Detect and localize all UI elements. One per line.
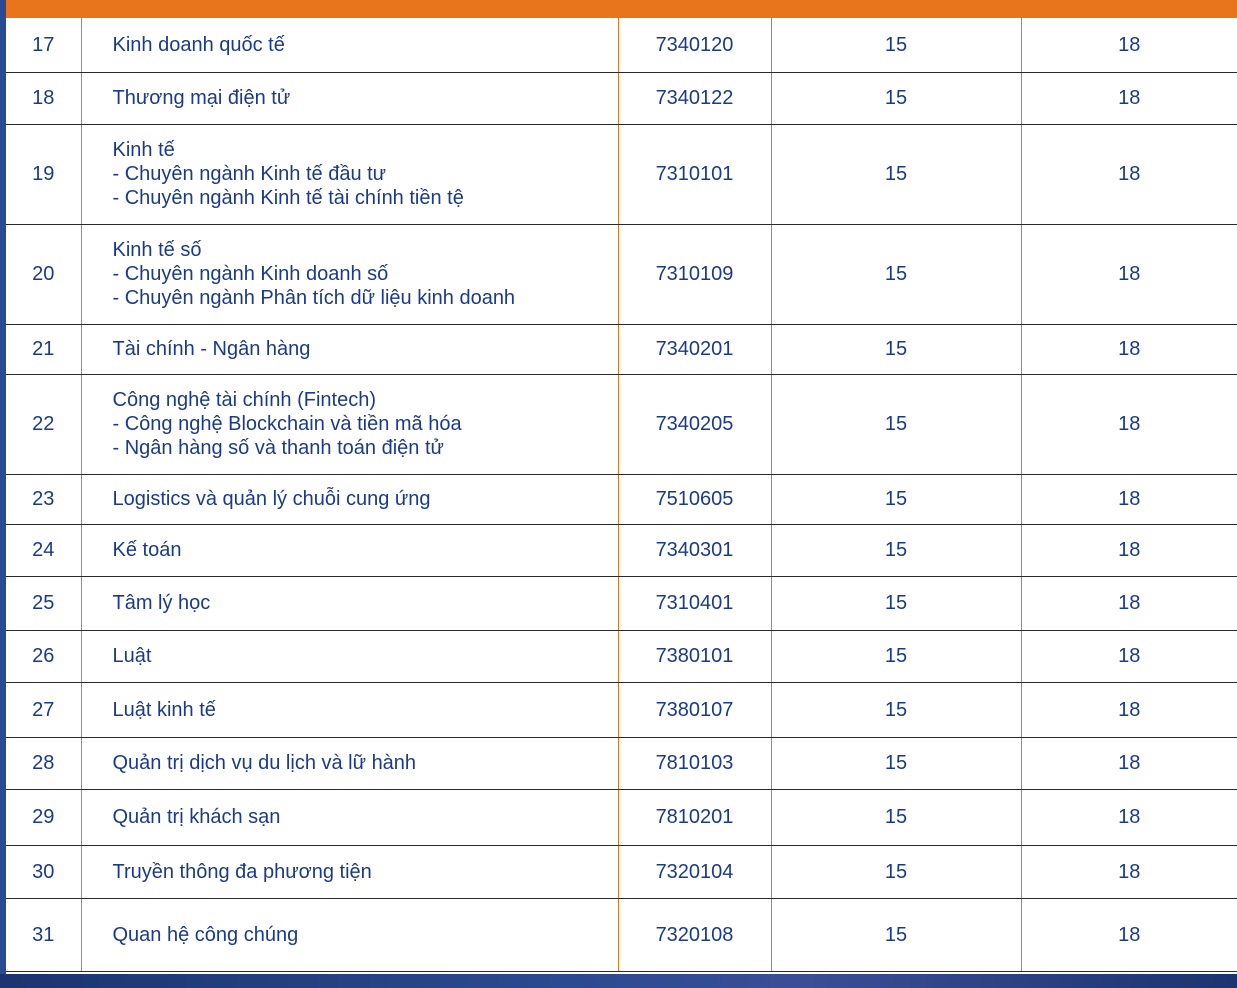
score-cell-a: 15 <box>771 18 1021 72</box>
major-name-line: - Chuyên ngành Kinh doanh số <box>112 263 389 285</box>
major-code-cell: 7340122 <box>618 72 771 124</box>
major-name-cell <box>81 72 618 124</box>
row-number-cell: 26 <box>6 630 81 682</box>
score-cell-a: 15 <box>771 124 1021 224</box>
score-cell-b: 18 <box>1021 845 1237 898</box>
major-code-cell: 7340301 <box>618 524 771 576</box>
row-number-cell: 17 <box>6 18 81 72</box>
major-name-cell <box>81 630 618 682</box>
score-cell-b: 18 <box>1021 524 1237 576</box>
major-name-line: Quản trị khách sạn <box>112 806 281 828</box>
table-row <box>6 630 1237 682</box>
score-cell-a: 15 <box>771 72 1021 124</box>
major-name-cell <box>81 124 618 224</box>
score-cell-b: 18 <box>1021 898 1237 971</box>
major-name-line: Luật kinh tế <box>112 698 216 721</box>
major-name-line: Kế toán <box>112 539 182 561</box>
score-cell-a: 15 <box>771 524 1021 576</box>
major-name-line: - Chuyên ngành Phân tích dữ liệu kinh doanh <box>112 287 516 309</box>
row-number-cell: 22 <box>6 374 81 474</box>
major-name-cell <box>81 474 618 524</box>
score-cell-a: 15 <box>771 630 1021 682</box>
major-name-line: Kinh tế <box>112 139 175 161</box>
score-cell-b: 18 <box>1021 682 1237 737</box>
major-name-line: Luật <box>112 645 152 667</box>
table-row <box>6 682 1237 737</box>
row-number-cell: 20 <box>6 224 81 324</box>
row-number-cell: 21 <box>6 324 81 374</box>
admission-table-container <box>6 0 1237 974</box>
row-number-cell: 31 <box>6 898 81 971</box>
table-row <box>6 324 1237 374</box>
major-name-cell <box>81 224 618 324</box>
major-code-cell: 7810103 <box>618 737 771 789</box>
score-cell-b: 18 <box>1021 474 1237 524</box>
score-cell-b: 18 <box>1021 630 1237 682</box>
major-name-line: - Chuyên ngành Kinh tế tài chính tiền tệ <box>112 187 464 209</box>
major-code-cell: 7380101 <box>618 630 771 682</box>
major-name-cell <box>81 324 618 374</box>
major-code-cell: 7340201 <box>618 324 771 374</box>
major-name-cell <box>81 737 618 789</box>
score-cell-b: 18 <box>1021 72 1237 124</box>
major-code-cell: 7380107 <box>618 682 771 737</box>
row-number-cell: 29 <box>6 789 81 845</box>
major-name-line: Quản trị dịch vụ du lịch và lữ hành <box>112 752 417 774</box>
major-name-line: Công nghệ tài chính (Fintech) <box>112 389 376 411</box>
table-row <box>6 374 1237 474</box>
score-cell-b: 18 <box>1021 324 1237 374</box>
major-code-cell: 7340120 <box>618 18 771 72</box>
major-name-cell <box>81 374 618 474</box>
major-name-cell <box>81 682 618 737</box>
major-name-cell <box>81 898 618 971</box>
row-number-cell: 18 <box>6 72 81 124</box>
table-row <box>6 72 1237 124</box>
major-name-cell <box>81 576 618 630</box>
major-name-line: Kinh doanh quốc tế <box>112 33 285 56</box>
table-row <box>6 18 1237 72</box>
score-cell-b: 18 <box>1021 374 1237 474</box>
score-cell-a: 15 <box>771 324 1021 374</box>
score-cell-a: 15 <box>771 682 1021 737</box>
score-cell-b: 18 <box>1021 737 1237 789</box>
major-name-line: Tài chính - Ngân hàng <box>112 338 311 360</box>
score-cell-a: 15 <box>771 474 1021 524</box>
score-cell-a: 15 <box>771 789 1021 845</box>
major-name-line: Quan hệ công chúng <box>112 923 299 946</box>
major-name-cell <box>81 789 618 845</box>
table-row <box>6 524 1237 576</box>
major-name-line: - Chuyên ngành Kinh tế đầu tư <box>112 163 387 185</box>
page-background-bottom <box>0 974 1237 988</box>
row-number-cell: 25 <box>6 576 81 630</box>
admission-table <box>6 18 1237 972</box>
row-number-cell: 23 <box>6 474 81 524</box>
major-code-cell: 7320108 <box>618 898 771 971</box>
score-cell-a: 15 <box>771 898 1021 971</box>
table-row <box>6 224 1237 324</box>
table-row <box>6 474 1237 524</box>
score-cell-a: 15 <box>771 737 1021 789</box>
major-name-line: Logistics và quản lý chuỗi cung ứng <box>112 488 431 510</box>
row-number-cell: 27 <box>6 682 81 737</box>
score-cell-b: 18 <box>1021 124 1237 224</box>
major-name-line: Kinh tế số <box>112 239 202 261</box>
table-row <box>6 576 1237 630</box>
major-name-cell <box>81 845 618 898</box>
table-row <box>6 898 1237 971</box>
major-code-cell: 7310109 <box>618 224 771 324</box>
major-name-line: - Ngân hàng số và thanh toán điện tử <box>112 437 444 459</box>
major-name-cell <box>81 18 618 72</box>
major-code-cell: 7310401 <box>618 576 771 630</box>
score-cell-a: 15 <box>771 576 1021 630</box>
table-row <box>6 124 1237 224</box>
major-code-cell: 7510605 <box>618 474 771 524</box>
score-cell-a: 15 <box>771 374 1021 474</box>
table-row <box>6 845 1237 898</box>
major-name-line: Thương mại điện tử <box>112 87 291 109</box>
major-name-cell <box>81 524 618 576</box>
score-cell-b: 18 <box>1021 789 1237 845</box>
score-cell-b: 18 <box>1021 224 1237 324</box>
major-name-line: - Công nghệ Blockchain và tiền mã hóa <box>112 413 462 435</box>
row-number-cell: 19 <box>6 124 81 224</box>
major-name-line: Tâm lý học <box>112 592 211 614</box>
row-number-cell: 24 <box>6 524 81 576</box>
major-code-cell: 7340205 <box>618 374 771 474</box>
major-name-line: Truyền thông đa phương tiện <box>112 860 372 883</box>
score-cell-b: 18 <box>1021 18 1237 72</box>
table-body <box>6 18 1237 971</box>
table-row <box>6 737 1237 789</box>
score-cell-b: 18 <box>1021 576 1237 630</box>
score-cell-a: 15 <box>771 224 1021 324</box>
major-code-cell: 7810201 <box>618 789 771 845</box>
row-number-cell: 28 <box>6 737 81 789</box>
major-code-cell: 7320104 <box>618 845 771 898</box>
table-row <box>6 789 1237 845</box>
score-cell-a: 15 <box>771 845 1021 898</box>
major-code-cell: 7310101 <box>618 124 771 224</box>
row-number-cell: 30 <box>6 845 81 898</box>
